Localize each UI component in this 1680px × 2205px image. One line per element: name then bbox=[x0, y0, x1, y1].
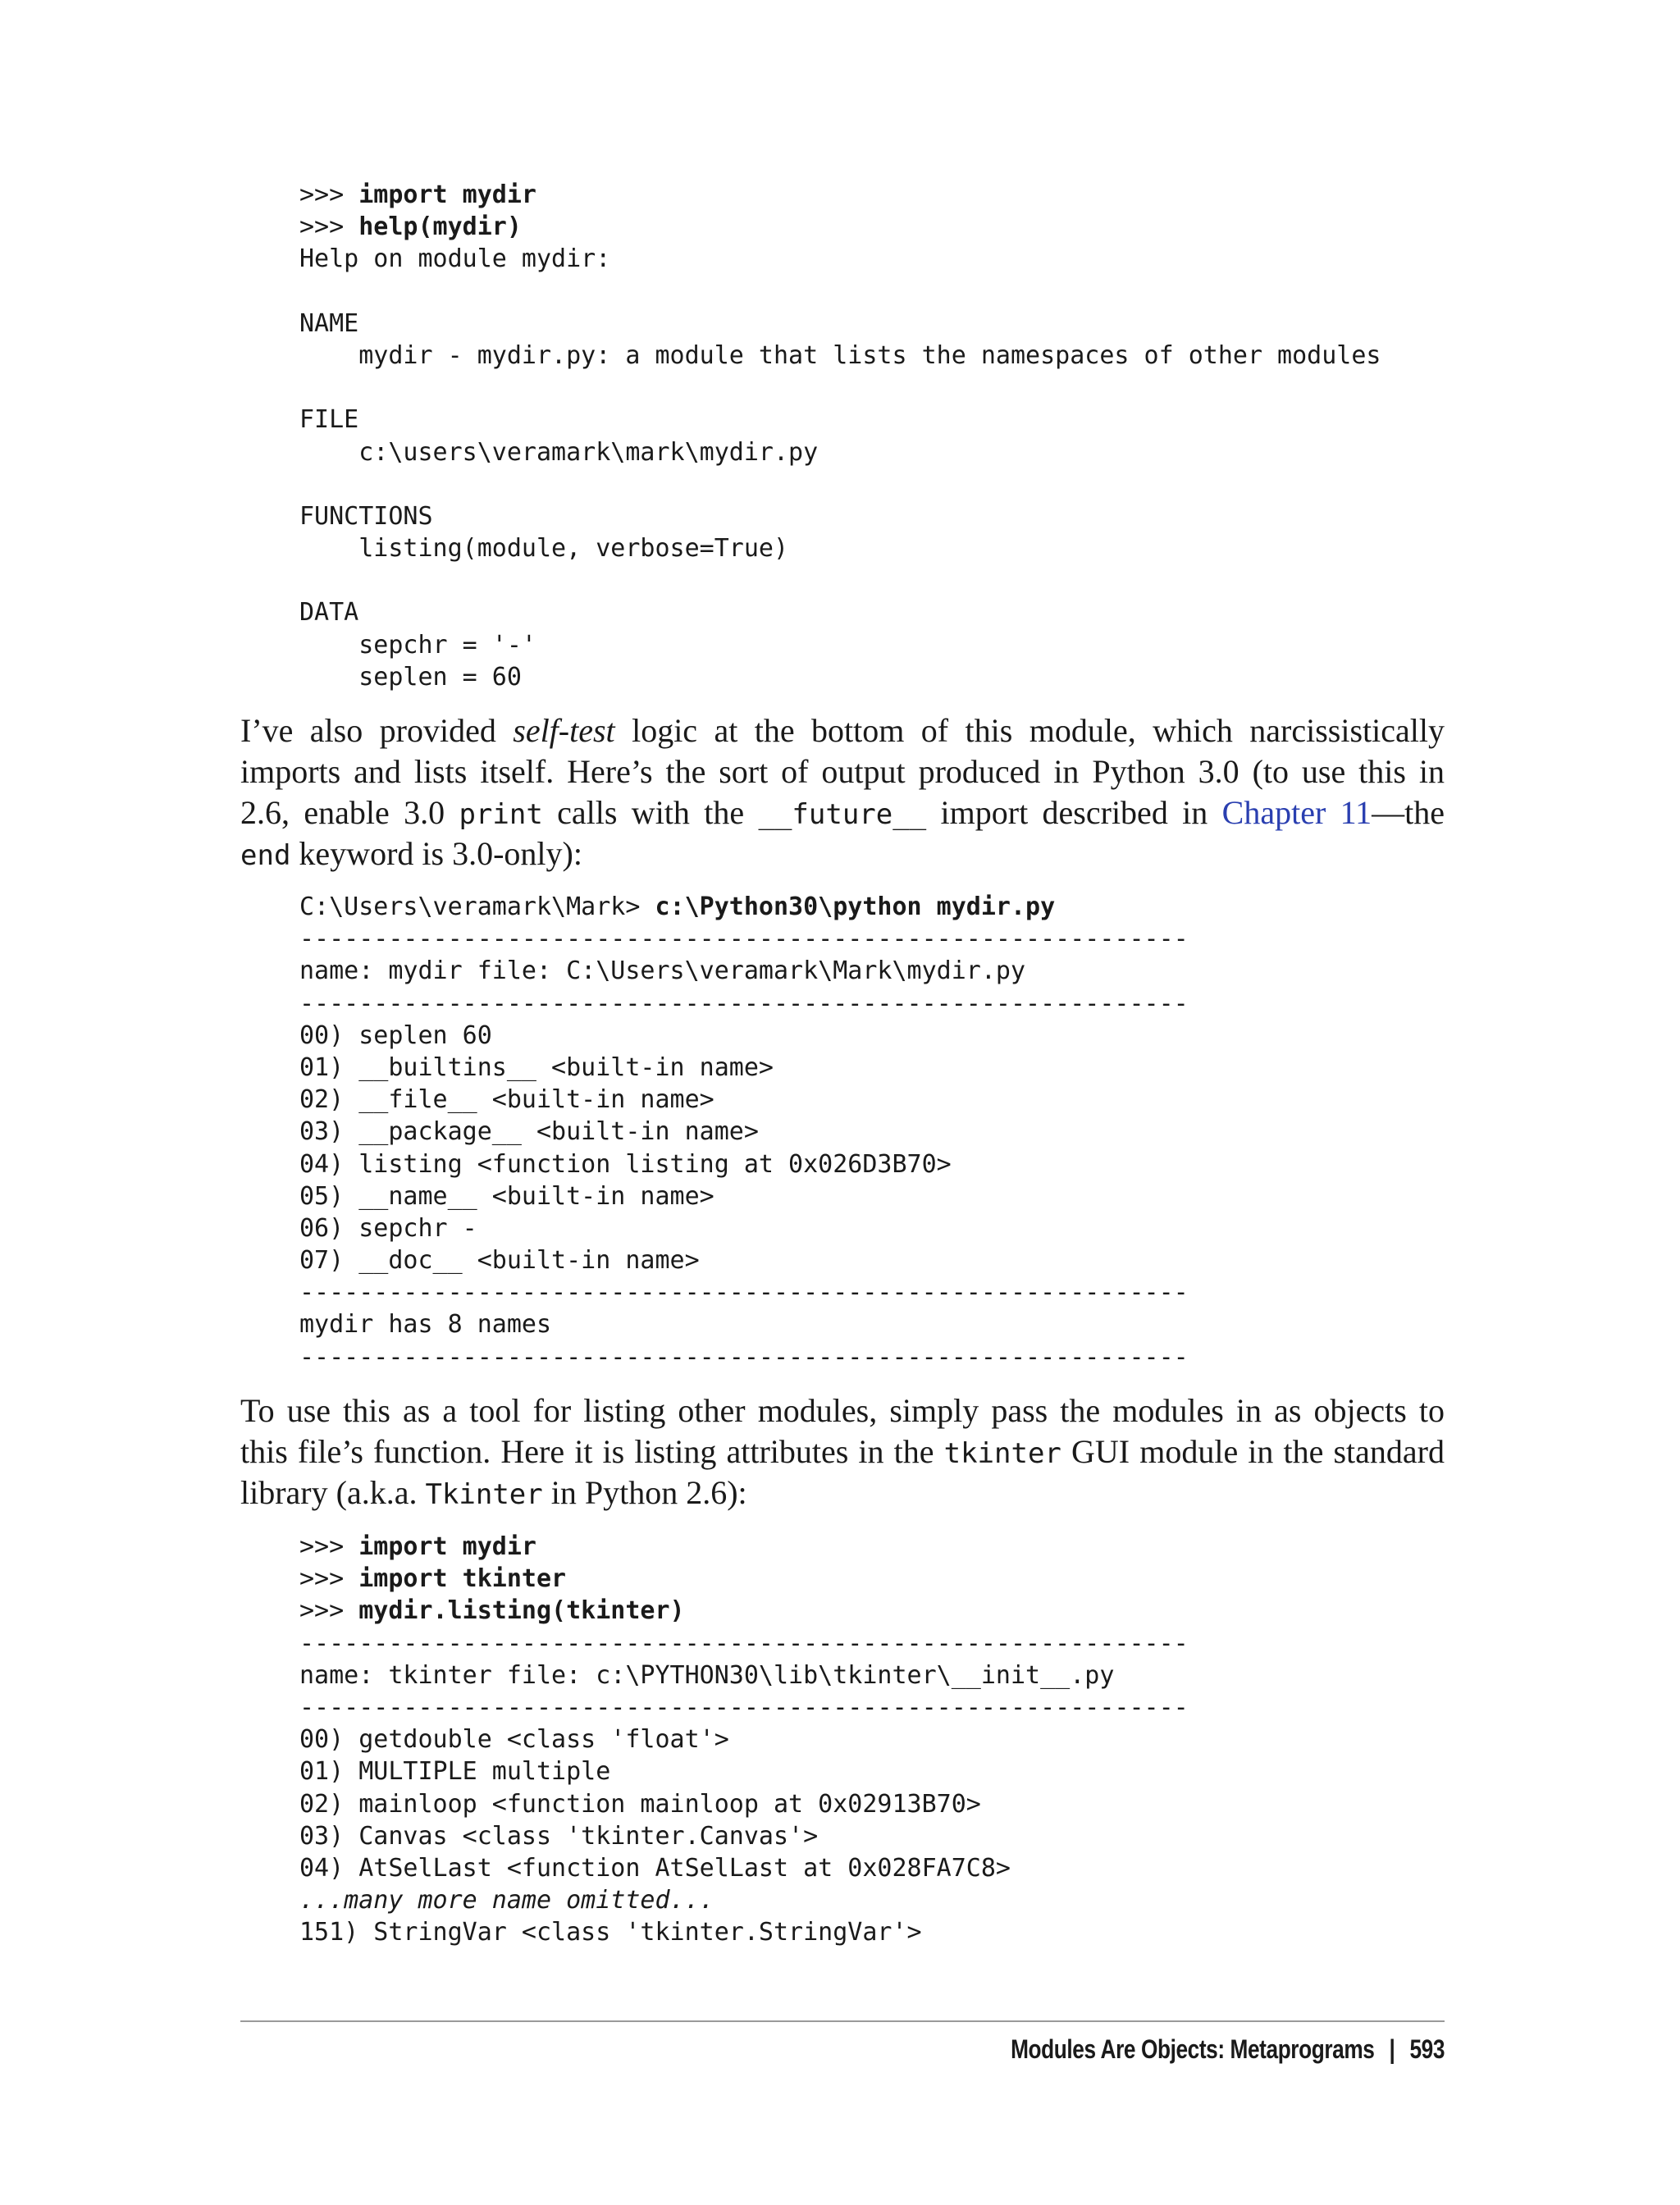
page-number: 593 bbox=[1409, 2034, 1445, 2064]
list-item: 07) __doc__ <built-in name> bbox=[299, 1246, 700, 1276]
footer-separator: | bbox=[1389, 2034, 1395, 2064]
code-block-tkinter-listing bbox=[299, 1531, 1189, 1948]
code-line: listing(module, verbose=True) bbox=[299, 534, 789, 564]
list-item: 01) MULTIPLE multiple bbox=[299, 1757, 611, 1787]
code-line: C:\Users\veramark\Mark> c:\Python30\python mydir.py bbox=[299, 892, 1056, 921]
paragraph-tool-usage: To use this as a tool for listing other modules, simply pass the modules in as objects to this file’s function. Here it is listing attributes in the tkinter GUI module in the standard library (a.k.a. Tkinter in Python 2.6): bbox=[240, 1392, 1445, 1511]
code-line: Help on module mydir: bbox=[299, 244, 611, 274]
code-line: mydir has 8 names bbox=[299, 1310, 552, 1340]
list-item: 05) __name__ <built-in name> bbox=[299, 1181, 714, 1211]
rule-line: ------------------------------------------------------------ bbox=[299, 1342, 1189, 1372]
list-item: 04) listing <function listing at 0x026D3B70> bbox=[299, 1149, 952, 1179]
running-title: Modules Are Objects: Metaprograms bbox=[1011, 2034, 1375, 2064]
code-line: seplen = 60 bbox=[299, 662, 522, 692]
rule-line: ------------------------------------------------------------ bbox=[299, 1628, 1189, 1658]
code-line: FILE bbox=[299, 405, 359, 435]
code-line: >>> help(mydir) bbox=[299, 212, 522, 242]
footer-divider bbox=[240, 2020, 1445, 2022]
code-line: mydir - mydir.py: a module that lists the namespaces of other modules bbox=[299, 340, 1381, 370]
code-block-help bbox=[299, 179, 1381, 693]
list-item: 151) StringVar <class 'tkinter.StringVar'> bbox=[299, 1918, 922, 1947]
rule-line: ------------------------------------------------------------ bbox=[299, 1692, 1189, 1722]
list-item: 02) __file__ <built-in name> bbox=[299, 1085, 714, 1115]
code-line: DATA bbox=[299, 598, 359, 628]
rule-line: ------------------------------------------------------------ bbox=[299, 1278, 1189, 1308]
code-line: >>> mydir.listing(tkinter) bbox=[299, 1596, 685, 1626]
list-item: 00) getdouble <class 'float'> bbox=[299, 1725, 729, 1755]
list-item: 02) mainloop <function mainloop at 0x02913B70> bbox=[299, 1789, 981, 1819]
list-item: 01) __builtins__ <built-in name> bbox=[299, 1052, 774, 1082]
chapter-11-link[interactable]: Chapter 11 bbox=[1221, 794, 1372, 831]
code-line: >>> import tkinter bbox=[299, 1564, 567, 1594]
code-line: name: mydir file: C:\Users\veramark\Mark\mydir.py bbox=[299, 956, 1026, 986]
list-item: 03) __package__ <built-in name> bbox=[299, 1117, 759, 1147]
code-line: >>> import mydir bbox=[299, 180, 536, 209]
code-line: ...many more name omitted... bbox=[299, 1886, 714, 1915]
list-item: 06) sepchr - bbox=[299, 1213, 477, 1243]
list-item: 03) Canvas <class 'tkinter.Canvas'> bbox=[299, 1821, 819, 1851]
rule-line: ------------------------------------------------------------ bbox=[299, 988, 1189, 1018]
page-footer bbox=[1011, 2034, 1445, 2065]
paragraph-self-test: I’ve also provided self-test logic at the bottom of this module, which narcissistically imports and lists itself. Here’s the sort of output produced in Python 3.0 (to use this in 2.6, enable 3.0 print calls with the __future__ import described in Chapter 11—the end keyword is 3.0-only): bbox=[240, 712, 1445, 872]
code-line: sepchr = '-' bbox=[299, 630, 536, 660]
code-block-self-test-output bbox=[299, 891, 1189, 1373]
list-item: 00) seplen 60 bbox=[299, 1020, 492, 1050]
code-line: name: tkinter file: c:\PYTHON30\lib\tkinter\__init__.py bbox=[299, 1660, 1115, 1690]
code-line: NAME bbox=[299, 308, 359, 338]
list-item: 04) AtSelLast <function AtSelLast at 0x028FA7C8> bbox=[299, 1853, 1011, 1883]
rule-line: ------------------------------------------------------------ bbox=[299, 924, 1189, 954]
code-line: FUNCTIONS bbox=[299, 501, 433, 531]
code-line: c:\users\veramark\mark\mydir.py bbox=[299, 437, 819, 467]
code-line: >>> import mydir bbox=[299, 1532, 536, 1561]
